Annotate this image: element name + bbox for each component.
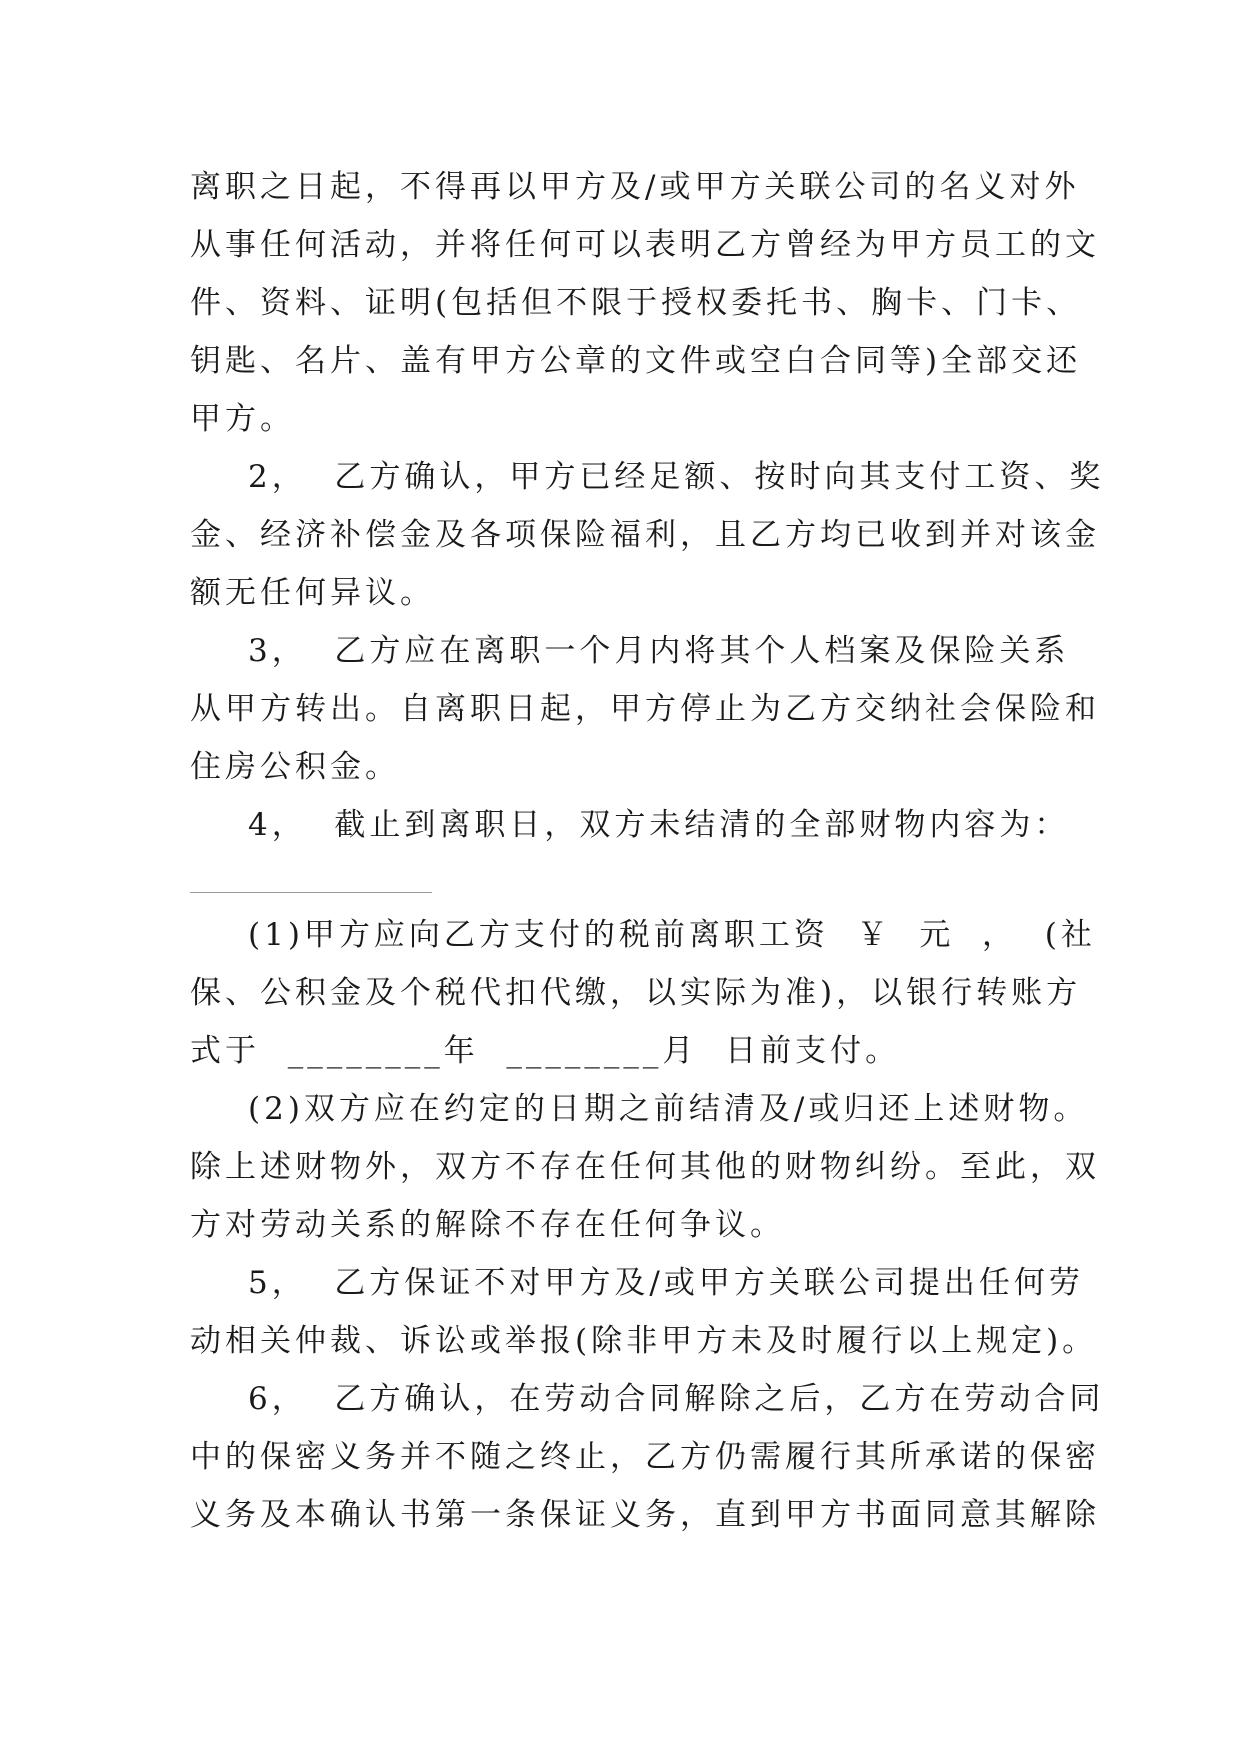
text-line: 从甲方转出。自离职日起，甲方停止为乙方交纳社会保险和 bbox=[190, 691, 1100, 727]
clause-6-line: 6， 乙方确认，在劳动合同解除之后，乙方在劳动合同 bbox=[248, 1381, 1105, 1417]
clause-2-line: 2， 乙方确认，甲方已经足额、按时向其支付工资、奖 bbox=[248, 459, 1105, 495]
text-line: 甲方。 bbox=[190, 401, 295, 437]
text-line: 从事任何活动，并将任何可以表明乙方曾经为甲方员工的文 bbox=[190, 227, 1100, 263]
item-1-line: (1)甲方应向乙方支付的税前离职工资 ￥ 元 ， (社 bbox=[248, 917, 1096, 953]
text-line: 离职之日起，不得再以甲方及/或甲方关联公司的名义对外 bbox=[190, 169, 1080, 205]
blank-underline bbox=[190, 892, 432, 893]
text-line: 式于 ________年 ________月 日前支付。 bbox=[190, 1033, 901, 1069]
text-line: 额无任何异议。 bbox=[190, 575, 435, 611]
text-line: 金、经济补偿金及各项保险福利，且乙方均已收到并对该金 bbox=[190, 517, 1100, 553]
clause-3-line: 3， 乙方应在离职一个月内将其个人档案及保险关系 bbox=[248, 633, 1070, 669]
text-line: 保、公积金及个税代扣代缴，以实际为准)，以银行转账方 bbox=[190, 975, 1082, 1011]
text-line: 义务及本确认书第一条保证义务，直到甲方书面同意其解除 bbox=[190, 1497, 1100, 1533]
item-2-line: (2)双方应在约定的日期之前结清及/或归还上述财物。 bbox=[248, 1091, 1089, 1127]
text-line: 中的保密义务并不随之终止，乙方仍需履行其所承诺的保密 bbox=[190, 1439, 1100, 1475]
text-line: 住房公积金。 bbox=[190, 749, 400, 785]
text-line: 件、资料、证明(包括但不限于授权委托书、胸卡、门卡、 bbox=[190, 285, 1082, 321]
text-line: 动相关仲裁、诉讼或举报(除非甲方未及时履行以上规定)。 bbox=[190, 1323, 1098, 1359]
clause-4-line: 4， 截止到离职日，双方未结清的全部财物内容为： bbox=[248, 807, 1070, 843]
text-line: 钥匙、名片、盖有甲方公章的文件或空白合同等)全部交还 bbox=[190, 343, 1082, 379]
clause-5-line: 5， 乙方保证不对甲方及/或甲方关联公司提出任何劳 bbox=[248, 1265, 1084, 1301]
text-line: 方对劳动关系的解除不存在任何争议。 bbox=[190, 1207, 785, 1243]
text-line: 除上述财物外，双方不存在任何其他的财物纠纷。至此，双 bbox=[190, 1149, 1100, 1185]
